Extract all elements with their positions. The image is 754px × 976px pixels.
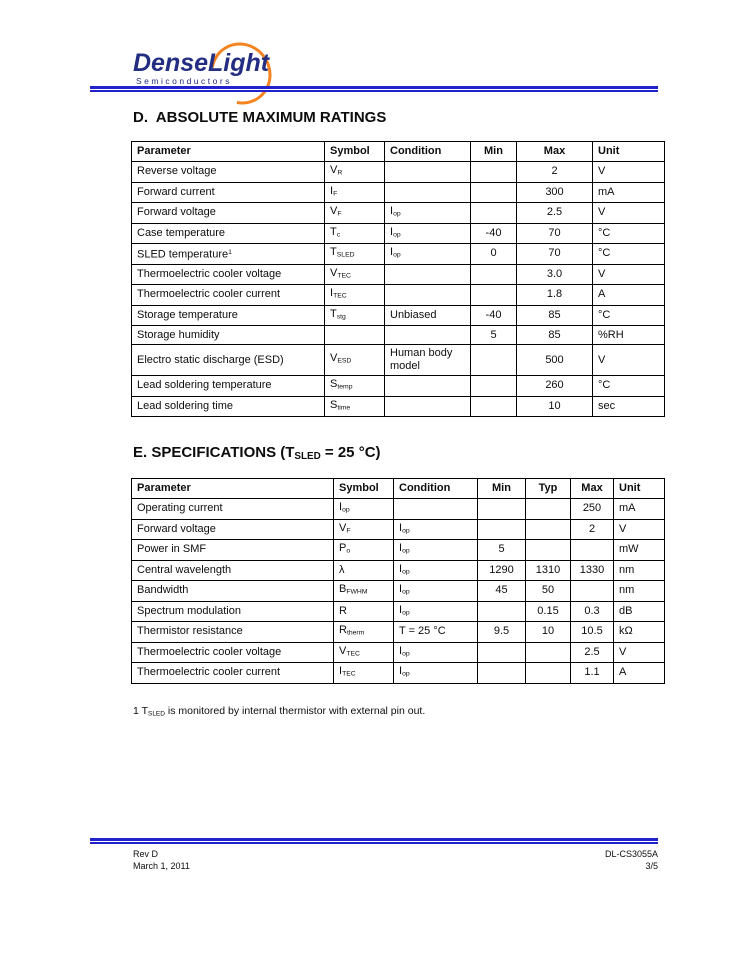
column-header-max: Max	[517, 142, 593, 162]
table-cell	[478, 663, 526, 684]
table-cell: 260	[517, 376, 593, 397]
table-cell: Power in SMF	[132, 540, 334, 561]
column-header-parameter: Parameter	[132, 479, 334, 499]
section-d-title: D. ABSOLUTE MAXIMUM RATINGS	[133, 109, 387, 126]
table-cell: $I_{op}$	[385, 203, 471, 224]
table-cell: 5	[471, 326, 517, 345]
table-cell: $V_{TEC}$	[334, 642, 394, 663]
column-header-symbol: Symbol	[325, 142, 385, 162]
table-cell: 1.8	[517, 285, 593, 306]
table-row	[132, 376, 665, 397]
table-cell: dB	[614, 601, 665, 622]
table-cell: V	[614, 642, 665, 663]
table-cell: 300	[517, 182, 593, 203]
table-row	[132, 244, 665, 265]
table-cell	[471, 345, 517, 376]
table-cell: R	[334, 601, 394, 622]
table-cell: 3.0	[517, 264, 593, 285]
table-cell: 2	[517, 162, 593, 183]
section-e-title: E. SPECIFICATIONS ($T_{SLED} = 25$ °C)	[133, 444, 381, 463]
table-row	[132, 285, 665, 306]
table-cell: Lead soldering time	[132, 396, 325, 417]
table-row	[132, 305, 665, 326]
table-row	[132, 345, 665, 376]
table-cell: °C	[593, 376, 665, 397]
header-rule	[90, 86, 658, 92]
table-cell: V	[593, 264, 665, 285]
column-header-min: Min	[471, 142, 517, 162]
table-cell	[478, 499, 526, 520]
table-cell: 2	[571, 519, 614, 540]
footer-rule	[90, 838, 658, 844]
table-cell: Unbiased	[385, 305, 471, 326]
table-cell	[471, 285, 517, 306]
table-cell	[471, 162, 517, 183]
table-cell: $T_{SLED}$	[325, 244, 385, 265]
table-cell: $T_{stg}$	[325, 305, 385, 326]
table-cell	[385, 285, 471, 306]
table-cell: V	[614, 519, 665, 540]
table-cell	[571, 540, 614, 561]
absolute-maximum-ratings-table	[131, 141, 665, 417]
table-row	[132, 182, 665, 203]
footer-page-number: 3/5	[645, 861, 658, 871]
table-cell	[385, 264, 471, 285]
table-cell	[526, 499, 571, 520]
table-cell	[385, 182, 471, 203]
table-cell: mA	[614, 499, 665, 520]
header-row	[132, 142, 665, 162]
table-cell: -40	[471, 305, 517, 326]
table-cell	[385, 376, 471, 397]
table-cell: Thermoelectric cooler voltage	[132, 642, 334, 663]
table-cell: sec	[593, 396, 665, 417]
table-cell: 85	[517, 305, 593, 326]
table-row	[132, 264, 665, 285]
table-cell: nm	[614, 581, 665, 602]
table-cell: $S_{time}$	[325, 396, 385, 417]
table-cell: $I_{op}$	[334, 499, 394, 520]
table-cell: 45	[478, 581, 526, 602]
table-cell: 1.1	[571, 663, 614, 684]
footer-date: March 1, 2011	[133, 861, 190, 871]
table-cell: V	[593, 203, 665, 224]
table-cell: 9.5	[478, 622, 526, 643]
footer-doc-number: DL-CS3055A	[604, 849, 658, 859]
logo-brand-text: DenseLight	[133, 49, 270, 77]
table-cell: $T_c$	[325, 223, 385, 244]
table-row	[132, 581, 665, 602]
table-cell: Lead soldering temperature	[132, 376, 325, 397]
table-row	[132, 519, 665, 540]
table-cell: nm	[614, 560, 665, 581]
header-row	[132, 479, 665, 499]
table-cell: 0	[471, 244, 517, 265]
table-cell	[471, 396, 517, 417]
table-cell: $V_F$	[325, 203, 385, 224]
footer-left	[133, 848, 190, 872]
column-header-unit: Unit	[614, 479, 665, 499]
table-cell: $I_{TEC}$	[325, 285, 385, 306]
column-header-min: Min	[478, 479, 526, 499]
table-cell: Forward voltage	[132, 519, 334, 540]
table-cell: $P_o$	[334, 540, 394, 561]
table-cell: 2.5	[517, 203, 593, 224]
table-cell: 1310	[526, 560, 571, 581]
table-cell: A	[593, 285, 665, 306]
table-cell	[478, 642, 526, 663]
table-cell: Reverse voltage	[132, 162, 325, 183]
specifications-table	[131, 478, 665, 684]
table-cell	[526, 642, 571, 663]
column-header-parameter: Parameter	[132, 142, 325, 162]
table-cell: V	[593, 345, 665, 376]
table-cell	[526, 663, 571, 684]
table-cell: $I_{op}$	[394, 642, 478, 663]
table-cell	[478, 519, 526, 540]
table-cell: Operating current	[132, 499, 334, 520]
table-cell	[478, 601, 526, 622]
table-cell: $V_F$	[334, 519, 394, 540]
table-cell: 10	[526, 622, 571, 643]
table-cell: 70	[517, 244, 593, 265]
table-cell: 70	[517, 223, 593, 244]
table-cell	[385, 162, 471, 183]
table-cell: $I_{TEC}$	[334, 663, 394, 684]
table-cell	[385, 326, 471, 345]
table-cell: $S_{temp}$	[325, 376, 385, 397]
table-cell: -40	[471, 223, 517, 244]
table-cell: 10	[517, 396, 593, 417]
table-cell: A	[614, 663, 665, 684]
column-header-typ: Typ	[526, 479, 571, 499]
table-row	[132, 396, 665, 417]
table-row	[132, 223, 665, 244]
table-cell: °C	[593, 244, 665, 265]
table-cell: $V_R$	[325, 162, 385, 183]
table-cell	[526, 519, 571, 540]
footer-revision: Rev D	[133, 849, 159, 859]
table-cell: Thermoelectric cooler current	[132, 663, 334, 684]
table-cell	[471, 203, 517, 224]
table-cell	[471, 182, 517, 203]
table-cell	[385, 396, 471, 417]
table-cell: kΩ	[614, 622, 665, 643]
table-cell: 50	[526, 581, 571, 602]
table-row	[132, 326, 665, 345]
table-cell: 85	[517, 326, 593, 345]
column-header-condition: Condition	[385, 142, 471, 162]
column-header-condition: Condition	[394, 479, 478, 499]
table-row	[132, 622, 665, 643]
table-cell: Forward current	[132, 182, 325, 203]
table-cell: $I_{op}$	[385, 244, 471, 265]
table-row	[132, 499, 665, 520]
table-cell: $I_{op}$	[385, 223, 471, 244]
table-cell: λ	[334, 560, 394, 581]
table-cell: mA	[593, 182, 665, 203]
table-cell: 5	[478, 540, 526, 561]
table-cell: $I_F$	[325, 182, 385, 203]
table-cell: °C	[593, 305, 665, 326]
table-cell: Human body model	[385, 345, 471, 376]
table-cell: $V_{TEC}$	[325, 264, 385, 285]
table-cell	[571, 581, 614, 602]
table-row	[132, 203, 665, 224]
table-cell: $V_{ESD}$	[325, 345, 385, 376]
table-row	[132, 540, 665, 561]
table-cell: $B_{FWHM}$	[334, 581, 394, 602]
logo-subtitle-text: Semiconductors	[136, 76, 232, 86]
table-cell: 250	[571, 499, 614, 520]
table-cell: T = 25 °C	[394, 622, 478, 643]
table-cell	[471, 264, 517, 285]
table-cell: Forward voltage	[132, 203, 325, 224]
footnote: 1 $T_{SLED}$ is monitored by internal thermistor with external pin out.	[133, 705, 426, 718]
table-cell: $I_{op}$	[394, 601, 478, 622]
table-cell: $R_{therm}$	[334, 622, 394, 643]
table-cell: $I_{op}$	[394, 663, 478, 684]
table-cell	[471, 376, 517, 397]
table-cell: mW	[614, 540, 665, 561]
table-cell: Central wavelength	[132, 560, 334, 581]
table-cell	[526, 540, 571, 561]
column-header-symbol: Symbol	[334, 479, 394, 499]
table-cell: °C	[593, 223, 665, 244]
table-cell: Electro static discharge (ESD)	[132, 345, 325, 376]
table-cell: 2.5	[571, 642, 614, 663]
table-row	[132, 642, 665, 663]
table-row	[132, 560, 665, 581]
table-row	[132, 601, 665, 622]
table-cell: Spectrum modulation	[132, 601, 334, 622]
table-cell	[325, 326, 385, 345]
table-cell: Thermoelectric cooler current	[132, 285, 325, 306]
table-cell: $I_{op}$	[394, 560, 478, 581]
column-header-unit: Unit	[593, 142, 665, 162]
table-cell: 10.5	[571, 622, 614, 643]
table-cell: SLED temperature$^1$	[132, 244, 325, 265]
table-cell: 0.15	[526, 601, 571, 622]
table-cell: 1290	[478, 560, 526, 581]
footer-right	[605, 848, 658, 872]
table-cell: Storage humidity	[132, 326, 325, 345]
table-cell: V	[593, 162, 665, 183]
table-cell	[394, 499, 478, 520]
table-cell: Case temperature	[132, 223, 325, 244]
table-cell: 1330	[571, 560, 614, 581]
table-cell: Bandwidth	[132, 581, 334, 602]
table-cell: %RH	[593, 326, 665, 345]
table-cell: Thermoelectric cooler voltage	[132, 264, 325, 285]
table-cell: $I_{op}$	[394, 540, 478, 561]
table-cell: 0.3	[571, 601, 614, 622]
table-cell: Thermistor resistance	[132, 622, 334, 643]
column-header-max: Max	[571, 479, 614, 499]
table-cell: Storage temperature	[132, 305, 325, 326]
table-row	[132, 162, 665, 183]
table-cell: 500	[517, 345, 593, 376]
table-row	[132, 663, 665, 684]
table-cell: $I_{op}$	[394, 519, 478, 540]
table-cell: $I_{op}$	[394, 581, 478, 602]
